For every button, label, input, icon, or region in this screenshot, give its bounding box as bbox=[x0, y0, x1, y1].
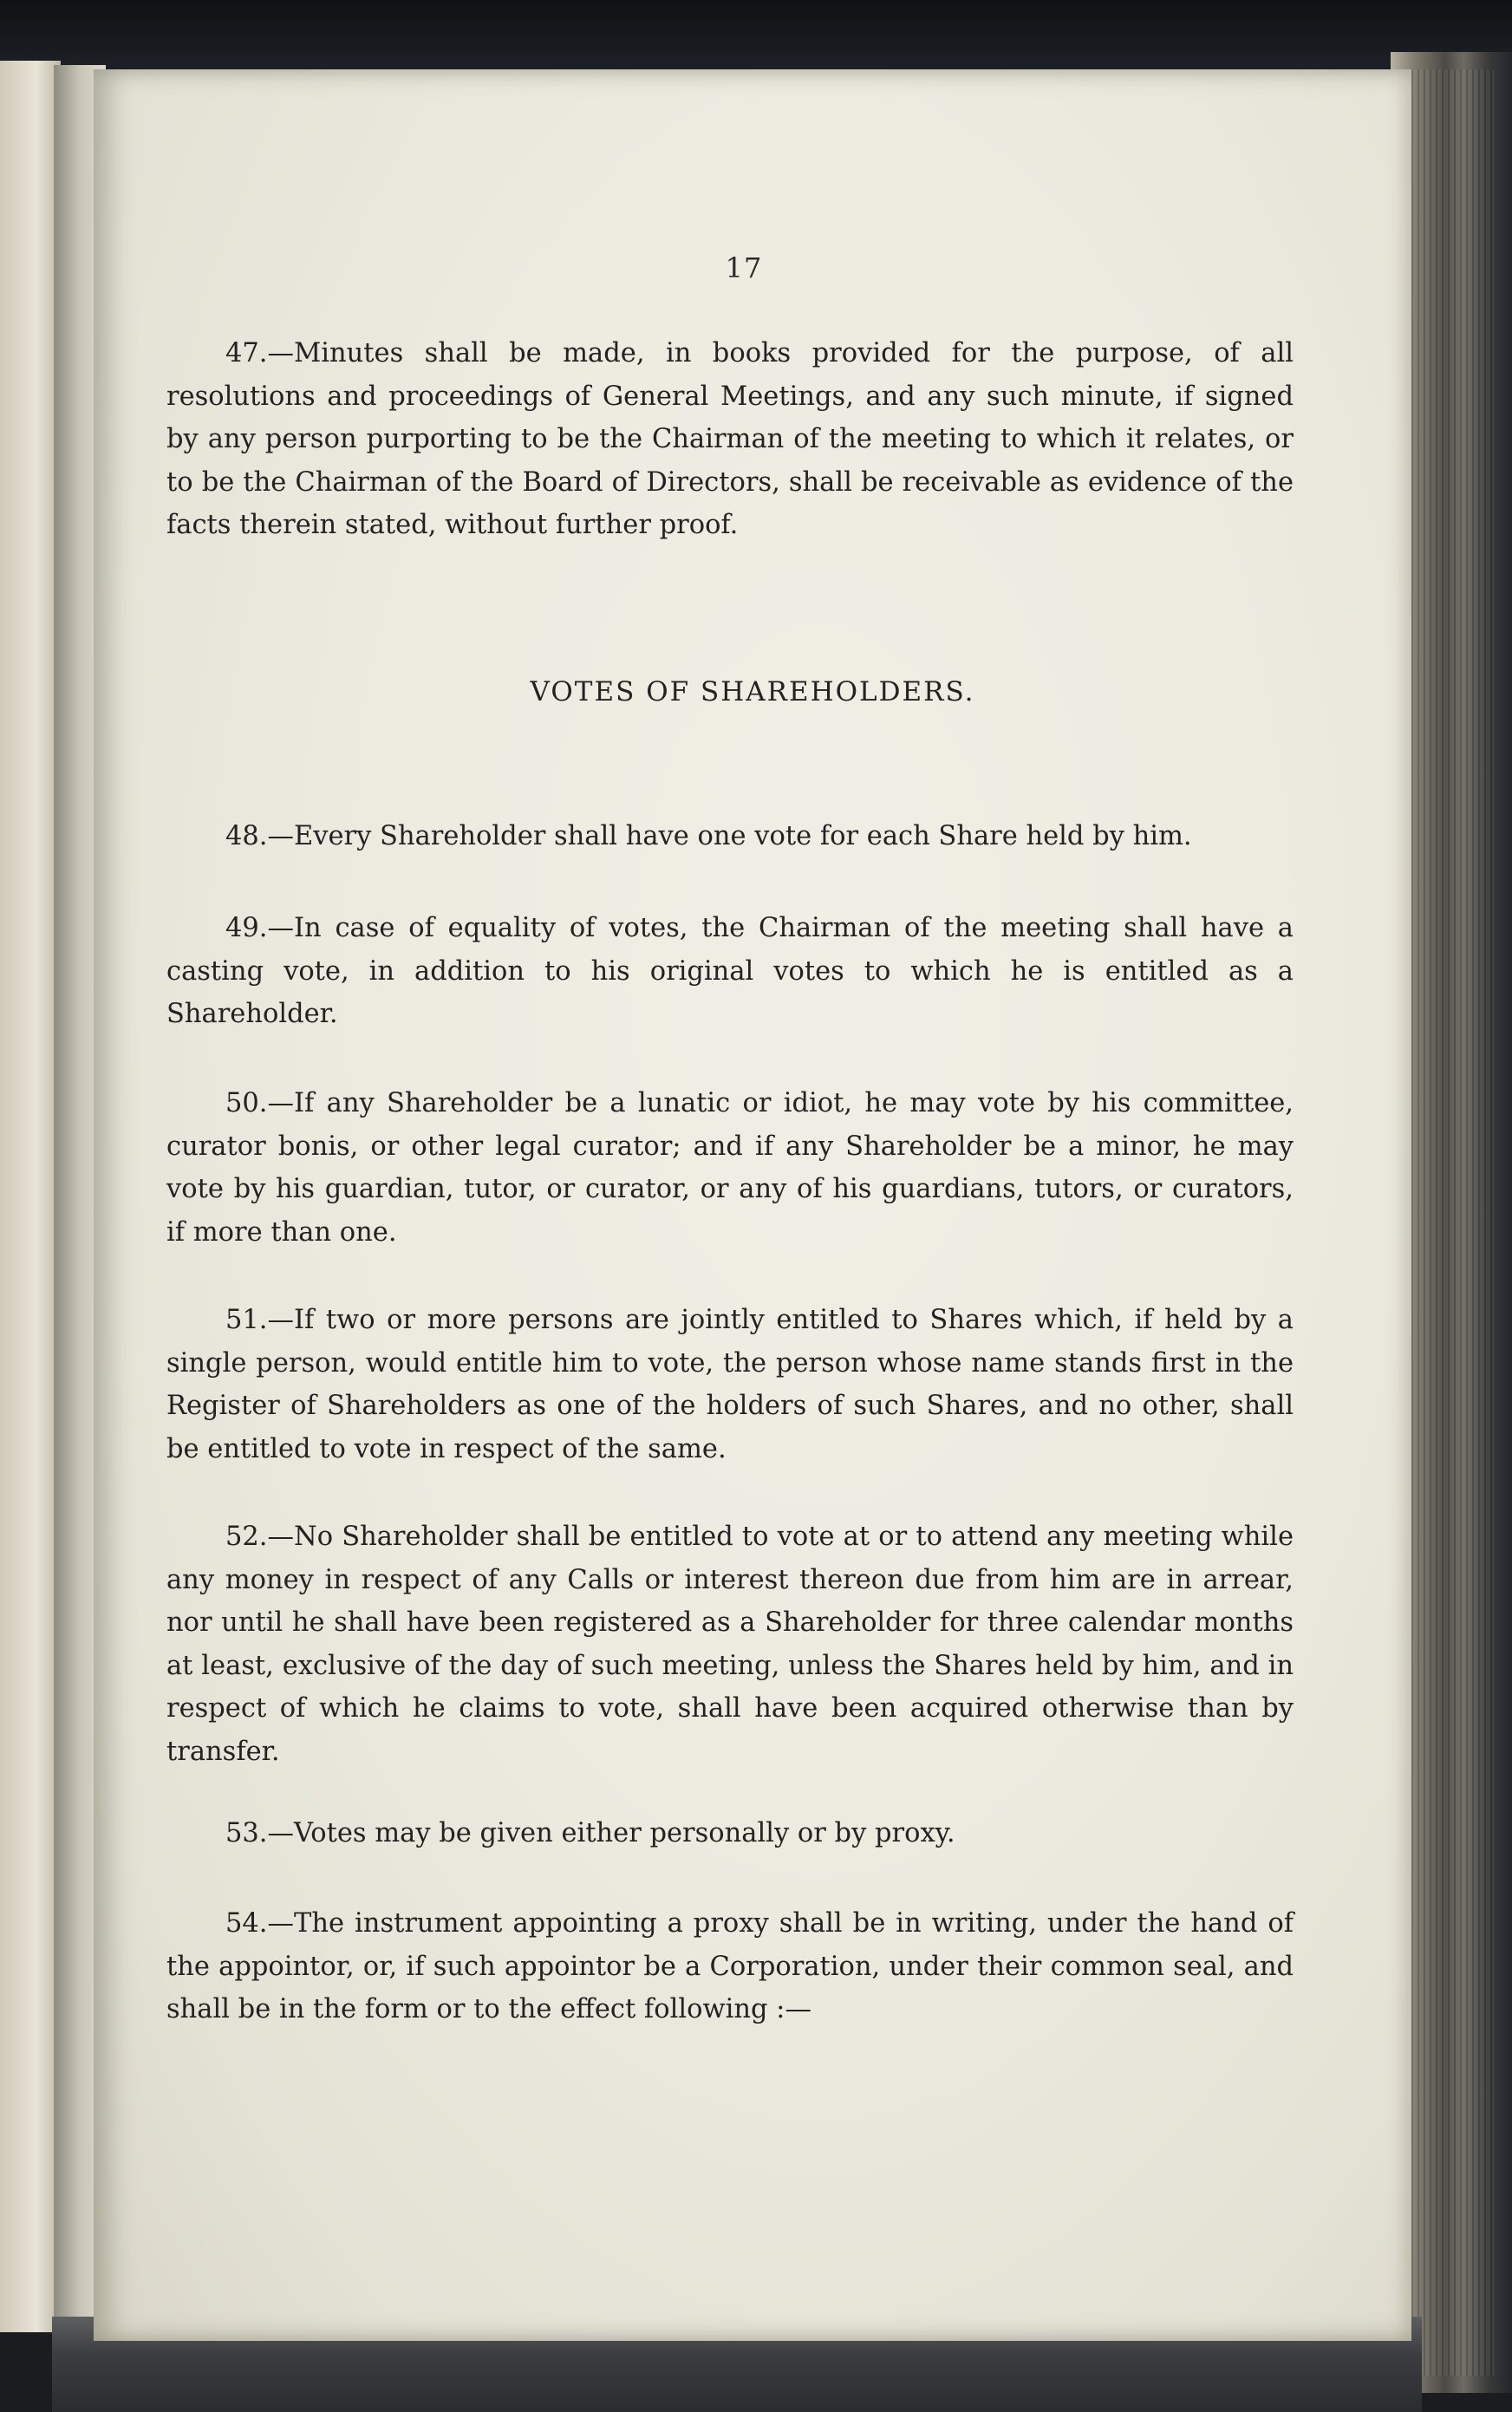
paragraph-49: 49.—In case of equality of votes, the Chairman of the meeting shall have a casting vote, in addition to his original votes to which he is entitled as a Shareholder. bbox=[166, 913, 1294, 1029]
paragraph-50: 50.—If any Shareholder be a lunatic or idiot, he may vote by his committee, curator bonis, or other legal curator; and if any Shareholder be a minor, he may vote by his guardian, tutor, or curator, or any of his guardians, tutors, or curators, if more than one. bbox=[166, 1088, 1294, 1248]
page-number: 17 bbox=[725, 251, 763, 284]
section-heading: VOTES OF SHAREHOLDERS. bbox=[530, 676, 975, 707]
paragraph-53: 53.—Votes may be given either personally or by proxy. bbox=[225, 1818, 955, 1848]
facing-page-edge bbox=[0, 61, 61, 2332]
paragraph-48: 48.—Every Shareholder shall have one vote for each Share held by him. bbox=[225, 821, 1192, 851]
paragraph-51: 51.—If two or more persons are jointly entitled to Shares which, if held by a single person, would entitle him to vote, the person whose name stands first in the Register of Shareholders as one of the holders of such Shares, and no other, shall be entitled to vote in respect of the same. bbox=[166, 1305, 1294, 1464]
document-page bbox=[94, 69, 1411, 2341]
paragraph-47: 47.—Minutes shall be made, in books provided for the purpose, of all resolutions and proceedings of General Meetings, and any such minute, if signed by any person purporting to be the Chairman of the meeting to which it relates, or to be the Chairman of the Board of Directors, shall be receivable as evidence of the facts therein stated, without further proof. bbox=[166, 338, 1294, 540]
paragraph-54: 54.—The instrument appointing a proxy shall be in writing, under the hand of the appointor, or, if such appointor be a Corporation, under their common seal, and shall be in the form or to the effect following :— bbox=[166, 1908, 1294, 2024]
page-stack-lines bbox=[1399, 69, 1495, 2376]
paragraph-52: 52.—No Shareholder shall be entitled to vote at or to attend any meeting while any money in respect of any Calls or interest thereon due from him are in arrear, nor until he shall have been registered as a Shareholder for three calendar months at least, exclusive of the day of such meeting, unless the Shares held by him, and in respect of which he claims to vote, shall have been acquired otherwise than by transfer. bbox=[166, 1522, 1294, 1767]
book-binding-shadow bbox=[0, 0, 1512, 69]
